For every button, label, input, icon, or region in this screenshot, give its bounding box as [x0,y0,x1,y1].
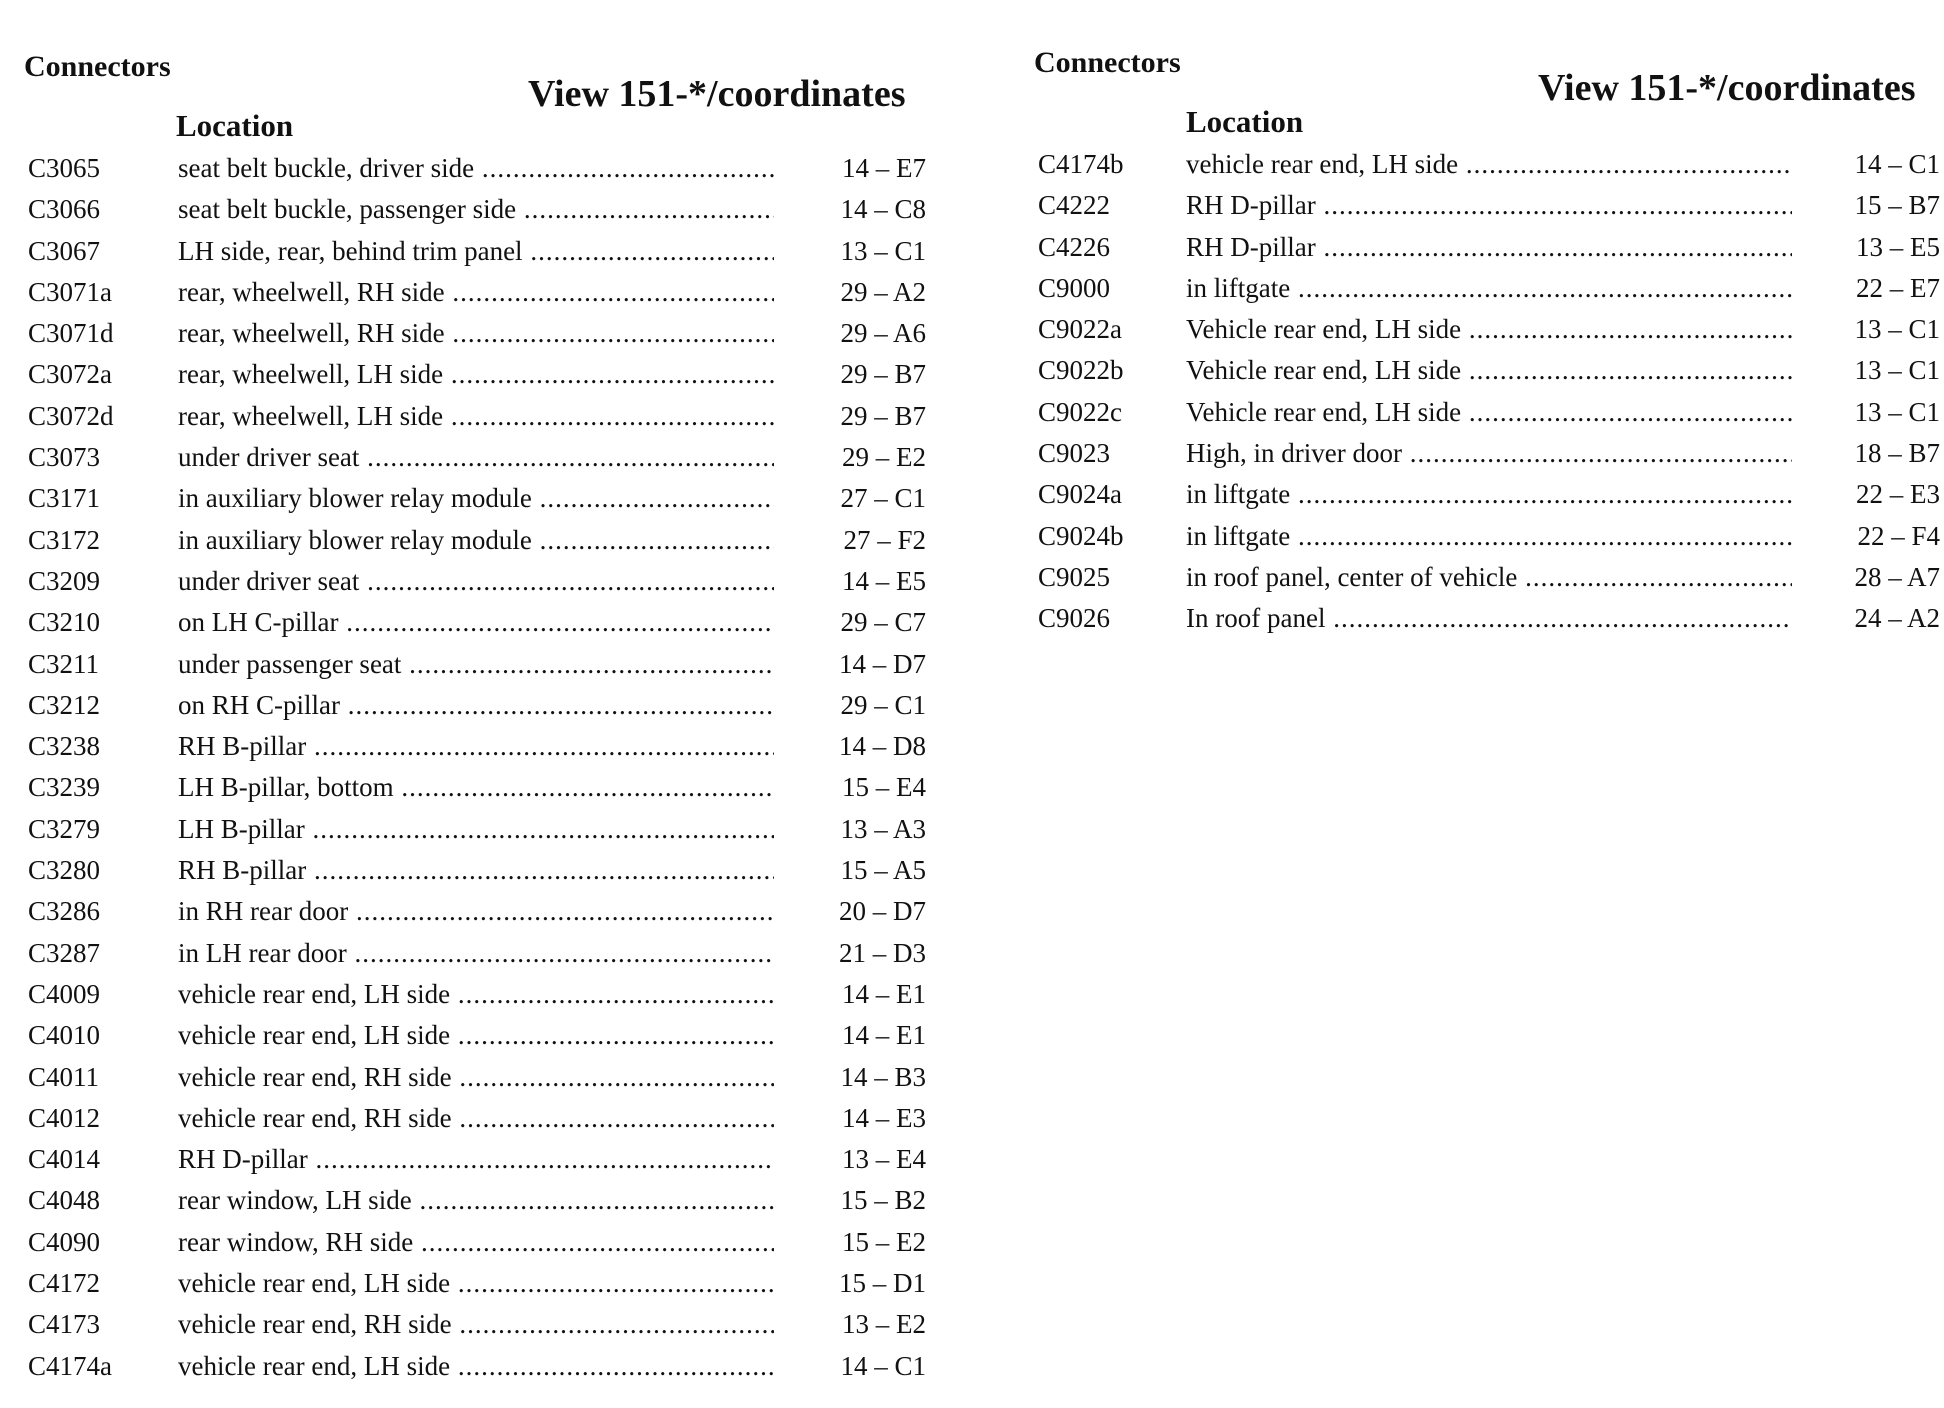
connector-row [0,396,950,437]
view-coordinate: 14 – C1 [1854,149,1940,179]
connector-row [1010,598,1944,639]
view-coordinate: 14 – B3 [840,1061,926,1092]
connector-location: RH B-pillar ..... [178,726,774,767]
connector-location: in roof panel, center of vehicle ..... [1186,557,1792,598]
connector-location: Vehicle rear end, LH side ..... [1186,309,1792,350]
view-coordinate: 29 – E2 [842,442,926,473]
connectors-heading: Connectors [24,50,171,83]
connector-location: rear, wheelwell, LH side ..... [178,396,774,437]
connector-location: High, in driver door ..... [1186,433,1792,474]
connector-id: C3279 [28,813,101,844]
connector-location: under driver seat ..... [178,561,774,602]
connector-id: C9026 [1038,603,1111,634]
view-coordinate: 14 – E7 [842,153,926,183]
connector-id: C3209 [28,565,101,596]
connector-row [0,231,950,272]
view-coordinate: 22 – E7 [1856,272,1940,303]
connector-location: Vehicle rear end, LH side ..... [1186,392,1792,433]
connector-location: vehicle rear end, RH side ..... [178,1304,774,1345]
view-coordinates-heading: View 151-*/coordinates [1538,67,1916,109]
connector-row [0,1346,950,1387]
view-coordinate: 29 – A6 [840,318,926,349]
view-coordinate: 22 – F4 [1857,520,1940,551]
view-coordinate: 21 – D3 [839,937,926,968]
connector-id: C3212 [28,689,101,720]
connector-location: vehicle rear end, LH side ..... [178,1346,774,1387]
connector-row [0,685,950,726]
connector-row [0,726,950,767]
connector-id: C3072d [28,400,114,431]
connector-id: C3211 [28,648,100,679]
connector-id: C3072a [28,359,112,390]
view-coordinate: 14 – E3 [842,1102,926,1133]
connector-id: C4012 [28,1102,101,1133]
connector-row [0,933,950,974]
connector-location: rear window, LH side ..... [178,1180,774,1221]
connector-row [0,1139,950,1180]
connector-id: C3172 [28,524,101,555]
connector-row [1010,474,1944,515]
view-coordinate: 29 – B7 [840,400,926,431]
connector-row [0,148,950,189]
connector-location: in RH rear door ..... [178,891,774,932]
connector-id: C3287 [28,937,101,968]
connector-id: C3071a [28,276,112,307]
connector-row [1010,392,1944,433]
connector-id: C4048 [28,1185,101,1216]
connector-location: in LH rear door ..... [178,933,774,974]
connector-row [1010,557,1944,598]
connector-id: C4011 [28,1061,100,1092]
connector-id: C4174b [1038,149,1124,179]
connectors-heading: Connectors [1034,46,1181,79]
connector-id: C4090 [28,1226,101,1257]
connector-id: C3238 [28,731,101,762]
view-coordinates-heading: View 151-*/coordinates [528,73,906,115]
connector-id: C4173 [28,1309,101,1340]
connector-row [0,1098,950,1139]
connector-location: in liftgate ..... [1186,516,1792,557]
view-coordinate: 13 – E4 [842,1144,926,1175]
view-coordinate: 13 – A3 [840,813,926,844]
connector-row [0,767,950,808]
connector-row [0,189,950,230]
connector-list [1010,144,1944,640]
connector-row [0,644,950,685]
view-coordinate: 15 – E2 [842,1226,926,1257]
view-coordinate: 13 – C1 [1854,314,1940,345]
connector-row [1010,309,1944,350]
connector-id: C3073 [28,442,101,473]
connector-location: vehicle rear end, LH side ..... [178,974,774,1015]
connector-id: C9022b [1038,355,1124,386]
connector-location: vehicle rear end, RH side ..... [178,1098,774,1139]
connector-id: C4174a [28,1350,112,1381]
connector-id: C9024a [1038,479,1122,510]
view-coordinate: 18 – B7 [1854,438,1940,469]
connector-list [0,148,950,1387]
connector-id: C3071d [28,318,114,349]
connector-location: seat belt buckle, passenger side ..... [178,189,774,230]
connector-id: C9022a [1038,314,1122,345]
connector-location: Vehicle rear end, LH side ..... [1186,350,1792,391]
connector-location: rear, wheelwell, LH side ..... [178,354,774,395]
connector-location: in auxiliary blower relay module ..... [178,478,774,519]
connector-location: vehicle rear end, LH side ..... [178,1263,774,1304]
view-coordinate: 14 – D8 [839,731,926,762]
connector-id: C4172 [28,1268,101,1299]
connector-id: C3210 [28,607,101,638]
view-coordinate: 13 – C1 [840,235,926,266]
connector-location: vehicle rear end, RH side ..... [178,1057,774,1098]
connector-row [0,809,950,850]
connector-row [0,891,950,932]
view-coordinate: 14 – C1 [840,1350,926,1381]
connector-location: LH side, rear, behind trim panel ..... [178,231,774,272]
connector-id: C9025 [1038,561,1111,592]
connector-row [0,974,950,1015]
connector-id: C3066 [28,194,101,225]
view-coordinate: 29 – B7 [840,359,926,390]
connector-location: RH D-pillar ..... [1186,185,1792,226]
view-coordinate: 27 – F2 [843,524,926,555]
connector-location: rear, wheelwell, RH side ..... [178,313,774,354]
view-coordinate: 13 – E2 [842,1309,926,1340]
connector-id: C9000 [1038,272,1111,303]
connector-row [0,1180,950,1221]
connector-id: C4009 [28,978,101,1009]
connector-location: in liftgate ..... [1186,474,1792,515]
view-coordinate: 22 – E3 [1856,479,1940,510]
connector-location: vehicle rear end, LH side ..... [178,1015,774,1056]
connector-id: C9024b [1038,520,1124,551]
connector-id: C3171 [28,483,101,514]
connector-location: seat belt buckle, driver side ..... [178,148,774,189]
connector-row [0,1263,950,1304]
view-coordinate: 13 – C1 [1854,355,1940,386]
connector-id: C4226 [1038,231,1111,262]
connector-row [0,313,950,354]
view-coordinate: 14 – E1 [842,978,926,1009]
location-heading: Location [1186,104,1304,139]
view-coordinate: 14 – E5 [842,565,926,596]
connector-row [1010,350,1944,391]
connector-location: In roof panel ..... [1186,598,1792,639]
connector-location: in auxiliary blower relay module ..... [178,520,774,561]
connector-row [1010,185,1944,226]
view-coordinate: 13 – E5 [1856,231,1940,262]
connector-location: LH B-pillar ..... [178,809,774,850]
connector-location: RH B-pillar ..... [178,850,774,891]
connector-location: RH D-pillar ..... [1186,227,1792,268]
connector-location: under passenger seat ..... [178,644,774,685]
connector-id: C4222 [1038,190,1111,221]
connector-row [0,354,950,395]
view-coordinate: 14 – E1 [842,1020,926,1051]
connector-id: C4010 [28,1020,101,1051]
view-coordinate: 15 – D1 [839,1268,926,1299]
connector-row [0,1304,950,1345]
view-coordinate: 13 – C1 [1854,396,1940,427]
connector-row [0,602,950,643]
connector-row [0,561,950,602]
connector-location: vehicle rear end, LH side ..... [1186,144,1792,185]
connector-row [1010,516,1944,557]
view-coordinate: 29 – C7 [840,607,926,638]
connector-id: C3280 [28,855,101,886]
connector-row [0,1015,950,1056]
connector-id: C3239 [28,772,101,803]
view-coordinate: 14 – C8 [840,194,926,225]
connector-location: LH B-pillar, bottom ..... [178,767,774,808]
connector-location: RH D-pillar ..... [178,1139,774,1180]
connector-row [1010,227,1944,268]
view-coordinate: 29 – C1 [840,689,926,720]
connector-location: rear window, RH side ..... [178,1222,774,1263]
connector-row [0,478,950,519]
connector-row [0,520,950,561]
view-coordinate: 15 – B2 [840,1185,926,1216]
connector-row [1010,144,1944,185]
connector-row [0,1057,950,1098]
connector-id: C3286 [28,896,101,927]
connector-row [0,850,950,891]
connector-id: C4014 [28,1144,101,1175]
view-coordinate: 24 – A2 [1854,603,1940,634]
connector-id: C9023 [1038,438,1111,469]
connector-location: on LH C-pillar ..... [178,602,774,643]
view-coordinate: 28 – A7 [1854,561,1940,592]
location-heading: Location [176,108,294,143]
view-coordinate: 14 – D7 [839,648,926,679]
connector-row [0,437,950,478]
view-coordinate: 15 – B7 [1854,190,1940,221]
connector-row [1010,268,1944,309]
view-coordinate: 15 – A5 [840,855,926,886]
connector-location: under driver seat ..... [178,437,774,478]
connector-location: rear, wheelwell, RH side ..... [178,272,774,313]
connector-id: C9022c [1038,396,1122,427]
view-coordinate: 20 – D7 [839,896,926,927]
connector-location: in liftgate ..... [1186,268,1792,309]
connector-row [1010,433,1944,474]
connector-row [0,1222,950,1263]
connector-row [0,272,950,313]
connector-location: on RH C-pillar ..... [178,685,774,726]
view-coordinate: 29 – A2 [840,276,926,307]
connector-id: C3067 [28,235,101,266]
connector-id: C3065 [28,153,101,183]
view-coordinate: 15 – E4 [842,772,926,803]
view-coordinate: 27 – C1 [840,483,926,514]
